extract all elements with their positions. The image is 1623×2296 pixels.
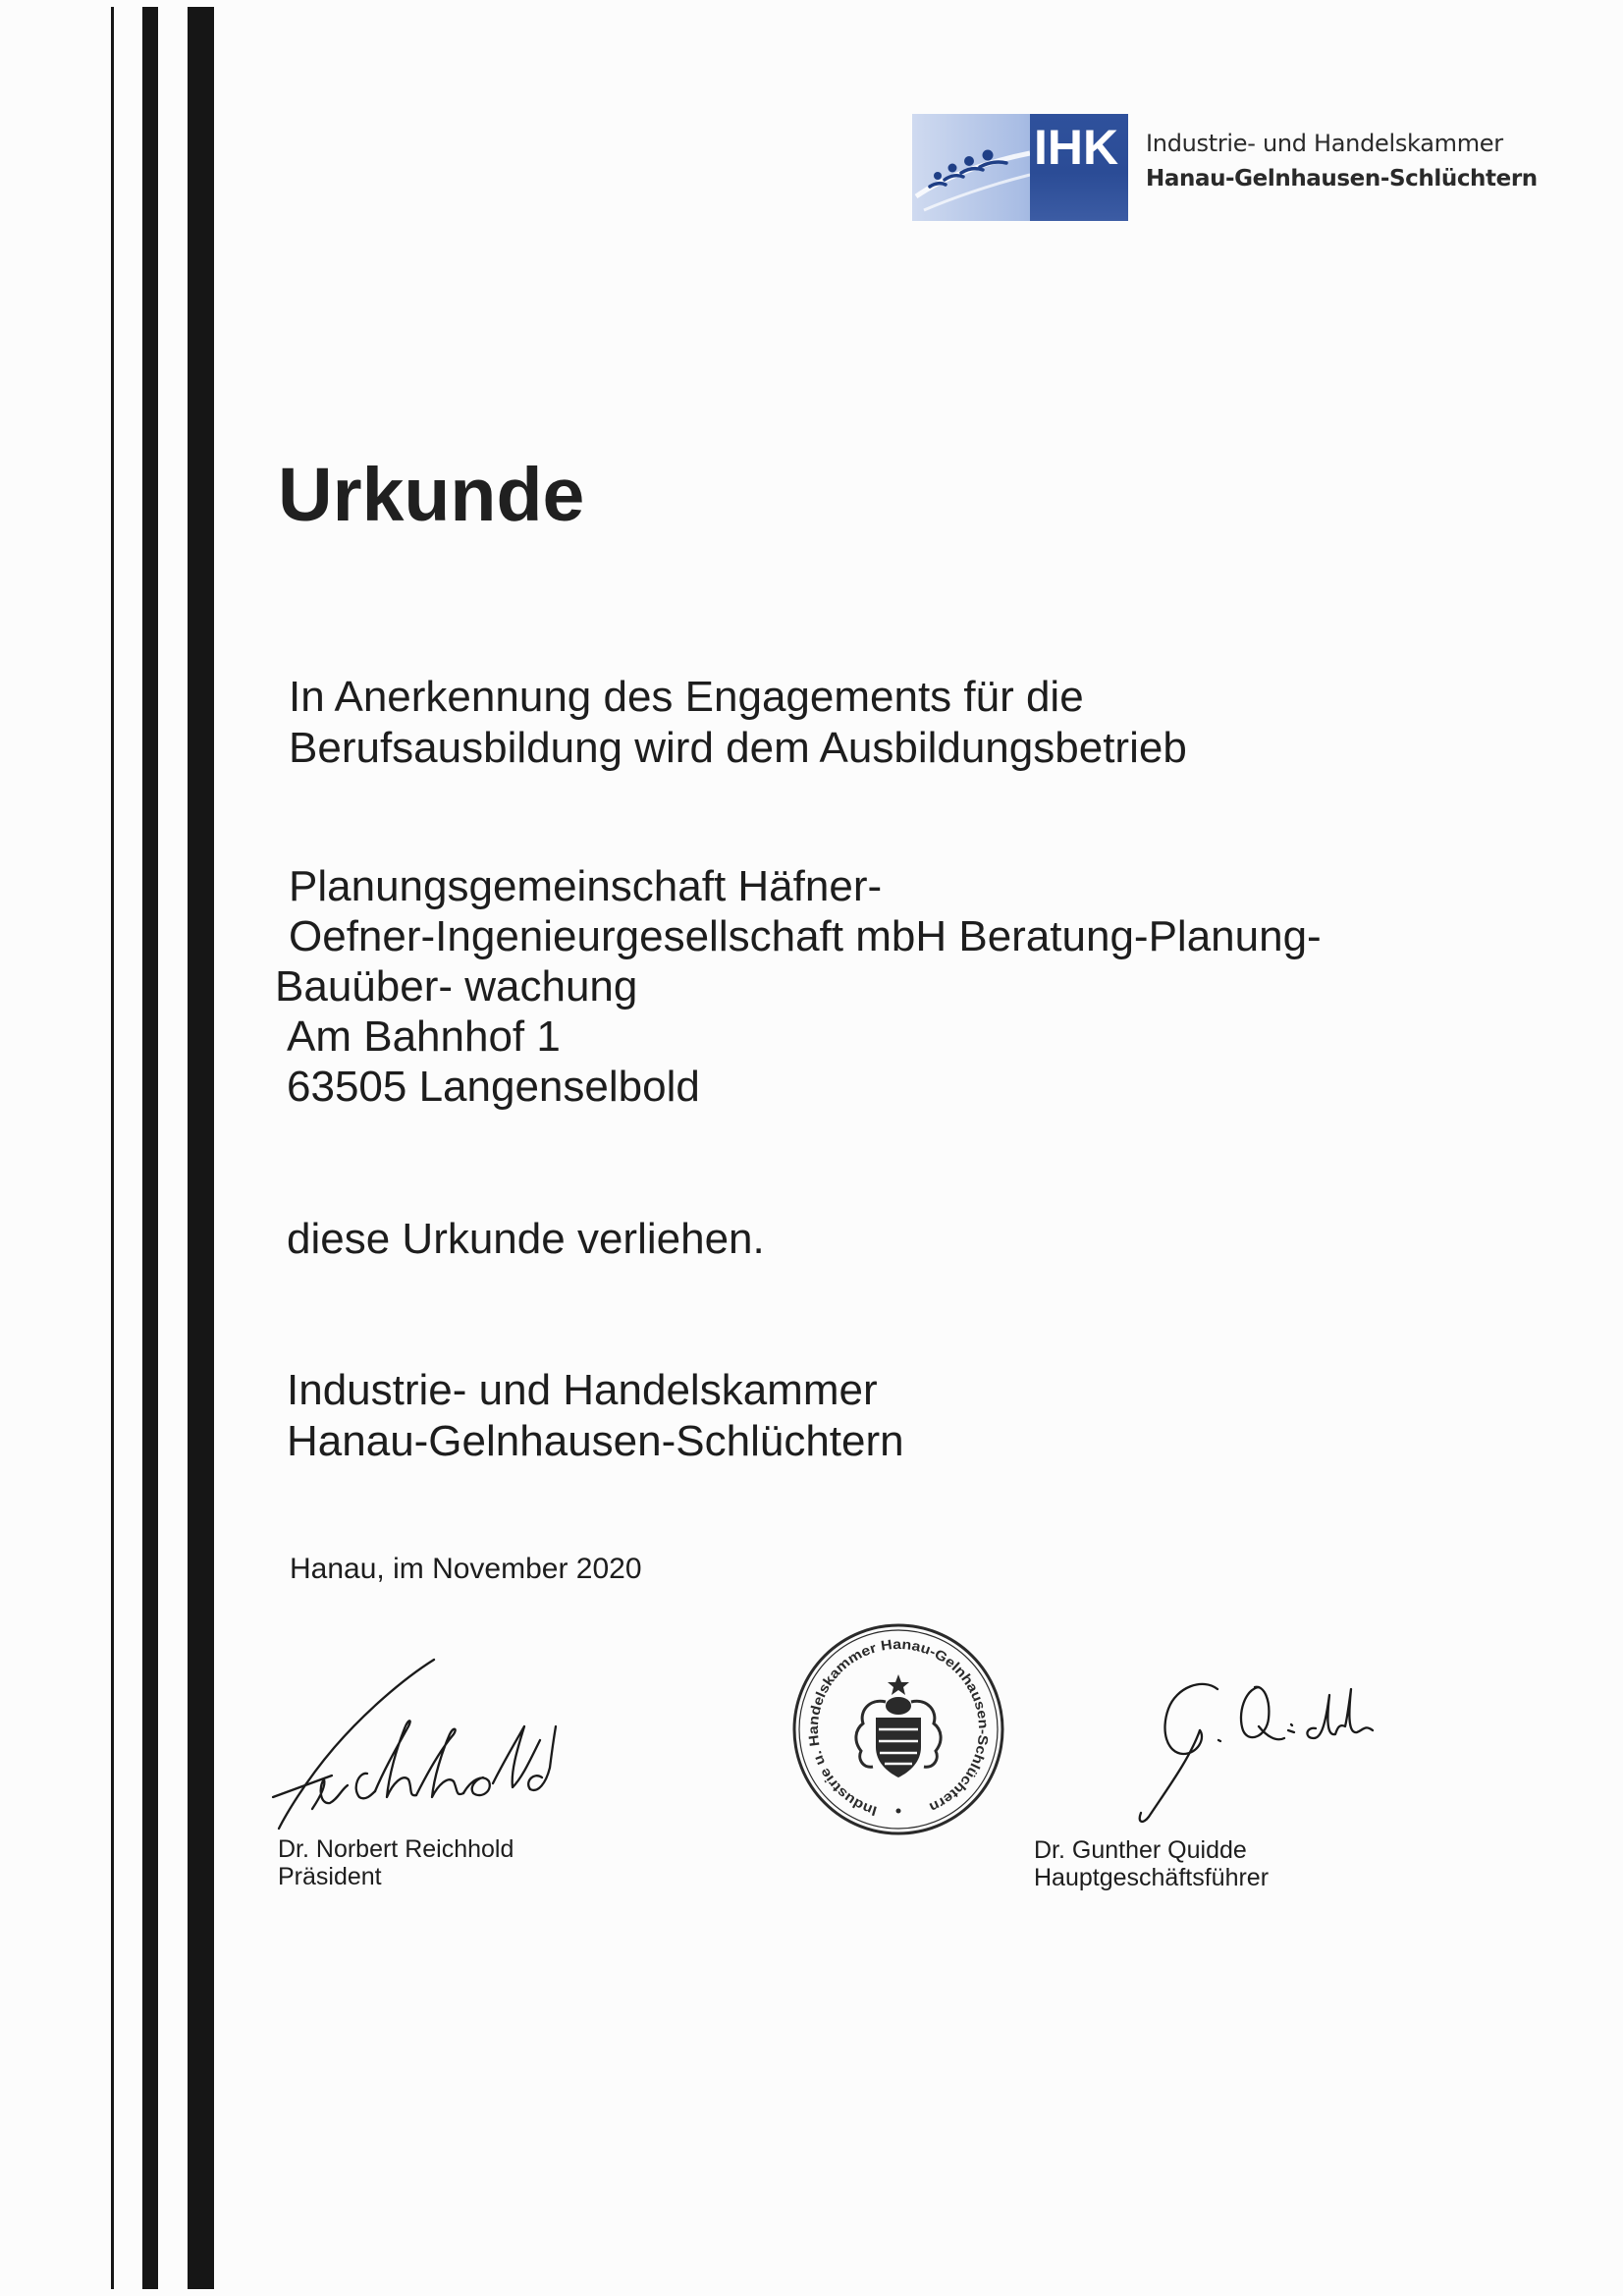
decorative-bar-medium xyxy=(142,7,158,2289)
recipient-street: Am Bahnhof 1 xyxy=(287,1012,561,1061)
official-seal xyxy=(790,1621,1006,1837)
intro-line-2: Berufsausbildung wird dem Ausbildungsbetrieb xyxy=(289,724,1187,772)
place-date: Hanau, im November 2020 xyxy=(290,1553,642,1585)
signature-stroke xyxy=(463,1726,556,1795)
ihk-wordmark: IHK xyxy=(1034,120,1119,175)
ihk-logo-block xyxy=(1030,114,1128,221)
signatory-name: Dr. Norbert Reichhold xyxy=(278,1835,514,1863)
ihk-figures-icon xyxy=(912,114,1031,221)
recipient-name-line-1: Planungsgemeinschaft Häfner- xyxy=(289,862,883,910)
signatory-managing-director xyxy=(1034,1836,1269,1891)
recipient-postcode-city: 63505 Langenselbold xyxy=(287,1063,700,1111)
signature-stroke xyxy=(416,1729,463,1797)
logo-organization-name: Industrie- und Handelskammer xyxy=(1146,130,1503,157)
recipient-name-line-2: Oefner-Ingenieurgesellschaft mbH Beratung-Planung- xyxy=(289,912,1322,960)
intro-line-1: In Anerkennung des Engagements für die xyxy=(289,673,1084,721)
issuer-block xyxy=(287,1365,904,1467)
crest-star xyxy=(888,1674,909,1695)
signature-stroke xyxy=(312,1779,348,1809)
issuer-name: Industrie- und Handelskammer xyxy=(287,1366,878,1414)
recipient-block xyxy=(275,861,1322,1112)
crest-shield xyxy=(876,1718,921,1777)
signatory-role: Präsident xyxy=(278,1863,382,1890)
signature-stroke xyxy=(1218,1740,1220,1741)
decorative-bar-wide xyxy=(188,7,214,2289)
ihk-logo xyxy=(912,114,1128,221)
signature-stroke xyxy=(1164,1684,1217,1754)
seal-dot xyxy=(896,1809,901,1814)
signature-stroke xyxy=(375,1721,416,1797)
signatory-president xyxy=(278,1835,514,1890)
signature-stroke xyxy=(356,1774,375,1798)
signatory-name: Dr. Gunther Quidde xyxy=(1034,1836,1247,1864)
signature-stroke xyxy=(1241,1687,1284,1739)
decorative-bar-thin xyxy=(111,7,114,2289)
logo-organization-region: Hanau-Gelnhausen-Schlüchtern xyxy=(1146,166,1538,191)
seal-lettering-path: Industrie u. Handelskammer Hanau-Gelnhausen-Schlüchtern xyxy=(804,1635,993,1820)
signature-stroke xyxy=(1307,1689,1373,1738)
signature-managing-director xyxy=(1129,1669,1384,1831)
signature-president xyxy=(265,1650,560,1836)
recipient-name-line-3: Bauüber- wachung xyxy=(275,962,638,1011)
signatory-role: Hauptgeschäftsführer xyxy=(1034,1864,1270,1891)
crest-helmet xyxy=(886,1697,911,1715)
intro-paragraph xyxy=(289,672,1187,774)
document-title: Urkunde xyxy=(278,453,585,537)
signature-stroke xyxy=(1288,1724,1294,1732)
conferral-text: diese Urkunde verliehen. xyxy=(287,1215,765,1263)
issuer-region: Hanau-Gelnhausen-Schlüchtern xyxy=(287,1417,904,1465)
seal-crest-icon xyxy=(856,1674,941,1777)
signature-stroke xyxy=(279,1660,434,1829)
